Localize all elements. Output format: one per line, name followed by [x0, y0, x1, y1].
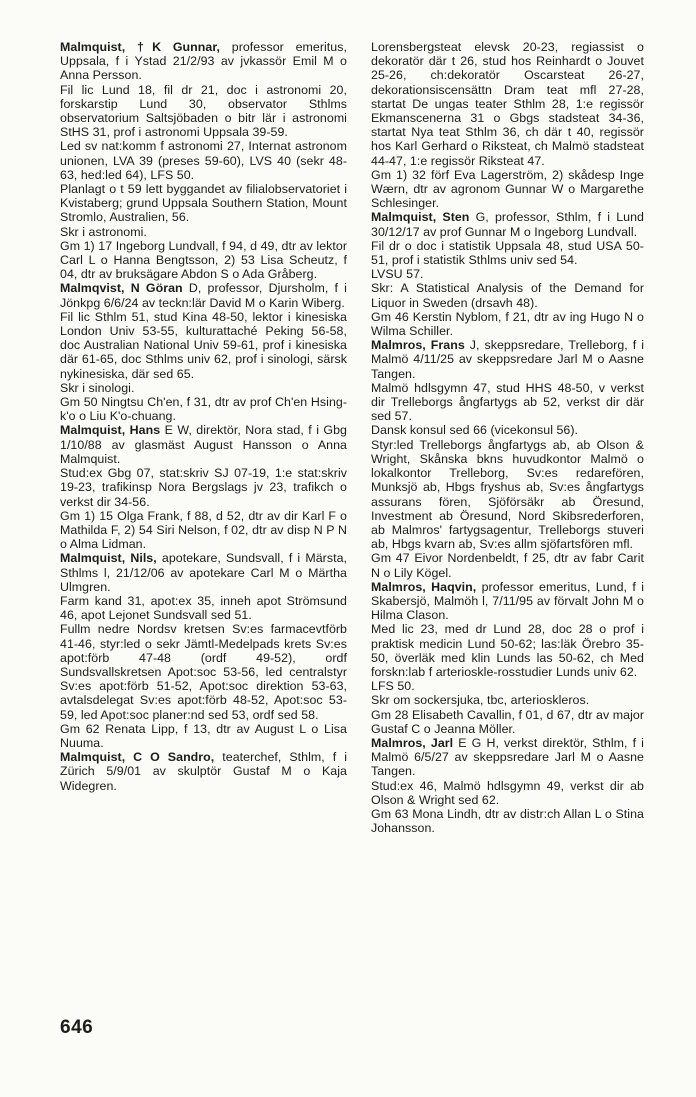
entry-heading: Malmros, Frans — [371, 338, 465, 353]
entry-heading: Malmros, Jarl — [371, 735, 454, 750]
entry-paragraph: Med lic 23, med dr Lund 28, doc 28 o prof i praktisk medicin Lund 50-62; las:läk Örebro 35-50, överläk med klin Lunds las 50-62, ch Med forskn:lab f arterioskle-rosstudier Lunds univ 62. — [371, 622, 644, 679]
entry-paragraph: Gm 63 Mona Lindh, dtr av distr:ch Allan L o Stina Johansson. — [371, 806, 644, 836]
entry-paragraph: Fil dr o doc i statistik Uppsala 48, stud USA 50-51, prof i statistik Sthlms univ sed 54. — [371, 238, 644, 268]
entry-paragraph — [60, 750, 347, 793]
entry-text: professor emeritus, Uppsala, f i Ystad 21/2/93 av jvkassör Emil M o Anna Persson. — [60, 40, 347, 83]
entry-text: apotekare, Sundsvall, f i Märsta, Sthlms l, 21/12/06 av apotekare Carl M o Märtha Ulmgren. — [60, 551, 347, 594]
entry-paragraph — [371, 338, 644, 381]
entry-haqvin-malmros — [371, 580, 644, 736]
entry-sandro-malmquist-continued — [371, 40, 644, 210]
entry-paragraph: Led sv nat:komm f astronomi 27, Internat astronom unionen, LVA 39 (preses 59-60), LVS 40 (sekr 48-63, hed:led 64), LFS 50. — [60, 139, 347, 182]
entry-heading: Malmqvist, N Göran — [60, 281, 183, 296]
entry-paragraph: Gm 46 Kerstin Nyblom, f 21, dtr av ing Hugo N o Wilma Schiller. — [371, 309, 644, 339]
entry-paragraph — [60, 281, 347, 309]
entry-paragraph: Gm 1) 15 Olga Frank, f 88, d 52, dtr av dir Karl F o Mathilda F, 2) 54 Siri Nelson, f 02, dtr av disp N P N o Alma Lidman. — [60, 508, 347, 552]
entry-heading: Malmquist, Hans — [60, 423, 161, 438]
entry-paragraph: Lorensbergsteat elevsk 20-23, regiassist o dekoratör där t 26, stud hos Reinhardt o Jouvet 25-26, ch:dekoratör Oscarsteat 26-27, dekorationsiscensättn Dram teat mfl 27-28, startat De ungas teater Sthlm 28, 1:e regissör Ekmanscenerna 31 o Gbgs stadsteat 34-36, startat Nya teat Sthlm 36, ch där t 40, regissör hos Karl Gerhard o Riksteat, ch Malmö stadsteat 44-47, 1:e regissör Riksteat 47. — [371, 40, 644, 168]
entry-paragraph: Gm 50 Ningtsu Ch'en, f 31, dtr av prof Ch'en Hsing-k'o o Liu K'o-chuang. — [60, 395, 347, 424]
entry-heading: Malmros, Haqvin, — [371, 579, 477, 594]
entry-paragraph: Fullm nedre Nordsv kretsen Sv:es farmacevtförb 41-46, styr:led o sekr Jämtl-Medelpads krets Sv:es apot:förb 47-48 (ordf 49-52), ordf Sundsvallskretsen Apot:soc 53-56, led centralstyr Sv:es apot:förb 51-52, Apot:soc direktion 53-63, avtalsdelegat Sv:es apot:förb 48-52, Apot:soc 53-59, led Apot:soc planer:nd sed 53, ordf sed 58. — [60, 622, 347, 722]
entry-paragraph: Skr i sinologi. — [60, 380, 135, 395]
entry-paragraph: Malmö hdlsgymn 47, stud HHS 48-50, v verkst dir Trelleborgs ångfartygs ab 52, verkst dir där sed 57. — [371, 380, 644, 424]
entry-heading: Malmquist, Nils, — [60, 551, 157, 566]
entry-paragraph — [60, 423, 347, 466]
entry-paragraph — [60, 40, 347, 83]
entry-paragraph — [371, 736, 644, 779]
entry-paragraph: LVSU 57. — [371, 267, 424, 282]
entry-paragraph: Gm 28 Elisabeth Cavallin, f 01, d 67, dtr av major Gustaf C o Jeanna Möller. — [371, 707, 644, 736]
entry-paragraph: Skr om sockersjuka, tbc, arterioskleros. — [371, 693, 590, 708]
entry-heading: Malmquist, Sten — [371, 210, 470, 225]
entry-gunnar-malmquist — [60, 40, 347, 281]
entry-paragraph: Fil lic Sthlm 51, stud Kina 48-50, lektor i kinesiska London Univ 53-55, kulturattaché Peking 56-58, doc Australian National Univ 59-61, prof i kinesiska där 61-65, doc Sthlms univ 62, prof i sinologi, särsk nykinesiska, där sed 65. — [60, 309, 347, 381]
entry-paragraph — [371, 210, 644, 238]
entry-paragraph: Fil lic Lund 18, fil dr 21, doc i astronomi 20, forskarstip Lund 30, observator Sthlms observatorium Saltsjöbaden o bitr lär i astronomi StHS 31, prof i astronomi Uppsala 39-59. — [60, 82, 347, 140]
entry-nils-malmquist — [60, 551, 347, 750]
entry-paragraph — [371, 580, 644, 623]
entry-paragraph: Styr:led Trelleborgs ångfartygs ab, ab Olson & Wright, Skånska bkns huvudkontor Malmö o lokalkontor Trelleborg, Sv:es redarefören, Munksjö ab, Hbgs fryshus ab, Sv:es ångfartygs assurans fören, Sjöförsäkr ab Öresund, Investment ab Öresund, Nord Skibsrederforen, ab Malmros' fartygsagentur, Trelleborgs stuveri ab, Hbgs kvarn ab, Sv:es allm sjöfartsfören mfl. — [371, 437, 644, 552]
entry-paragraph: Farm kand 31, apot:ex 35, inneh apot Strömsund 46, apot Lejonet Sundsvall sed 51. — [60, 593, 347, 623]
entry-text: J, skeppsredare, Trelleborg, f i Malmö 4/11/25 av skeppsredare Jarl M o Aasne Tangen. — [371, 338, 645, 381]
entry-text: E W, direktör, Nora stad, f i Gbg 1/10/88 av glasmäst August Hansson o Anna Malmquist. — [60, 423, 347, 466]
entry-text: professor emeritus, Lund, f i Skabersjö, Malmöh l, 7/11/95 av förvalt John M o Hilma Clason. — [371, 579, 644, 623]
entry-text: teaterchef, Sthlm, f i Zürich 5/9/01 av skulptör Gustaf M o Kaja Widegren. — [60, 750, 347, 793]
entry-sten-malmquist — [371, 210, 644, 338]
entry-text: G, professor, Sthlm, f i Lund 30/12/17 av prof Gunnar M o Ingeborg Lundvall. — [371, 210, 644, 239]
entry-paragraph: Gm 62 Renata Lipp, f 13, dtr av August L o Lisa Nuuma. — [60, 721, 347, 750]
entry-frans-malmros — [371, 338, 644, 579]
entry-paragraph: Gm 1) 17 Ingeborg Lundvall, f 94, d 49, dtr av lektor Carl L o Hanna Bengtsson, 2) 53 Lisa Scheutz, f 04, dtr av bruksägare Abdon S o Ada Gråberg. — [60, 238, 347, 282]
entry-paragraph: Skr i astronomi. — [60, 224, 147, 239]
entry-hans-malmquist — [60, 423, 347, 551]
right-column — [371, 40, 644, 835]
entry-heading: Malmquist, C O Sandro, — [60, 750, 215, 765]
entry-paragraph: Gm 47 Eivor Nordenbeldt, f 25, dtr av fabr Carit N o Lily Kögel. — [371, 551, 644, 580]
entry-paragraph: Planlagt o t 59 lett byggandet av filialobservatoriet i Kvistaberg; grund Uppsala Southern Station, Mount Stromlo, Australien, 56. — [60, 182, 347, 225]
entry-paragraph: Gm 1) 32 förf Eva Lagerström, 2) skådesp Inge Wærn, dtr av agronom Gunnar W o Margarethe Schlesinger. — [371, 167, 644, 211]
entry-jarl-malmros — [371, 736, 644, 835]
entry-text: E G H, verkst direktör, Sthlm, f i Malmö 6/5/27 av skeppsredare Jarl M o Aasne Tangen. — [371, 735, 644, 779]
entry-paragraph: Dansk konsul sed 66 (vicekonsul 56). — [371, 423, 579, 438]
entry-paragraph: Skr: A Statistical Analysis of the Demand for Liquor in Sweden (drsavh 48). — [371, 281, 644, 310]
entry-paragraph: LFS 50. — [371, 679, 415, 694]
entry-paragraph — [60, 551, 347, 594]
page-number: 646 — [60, 1017, 94, 1038]
entry-sandro-malmquist — [60, 750, 347, 793]
entry-paragraph: Stud:ex Gbg 07, stat:skriv SJ 07-19, 1:e stat:skriv 19-23, trafikinsp Nora Bergslags jv 23, trafikch o verkst dir 34-56. — [60, 466, 347, 509]
entry-paragraph: Stud:ex 46, Malmö hdlsgymn 49, verkst dir ab Olson & Wright sed 62. — [371, 778, 644, 807]
entry-heading: Malmquist, †K Gunnar, — [60, 40, 221, 54]
left-column — [60, 40, 347, 793]
entry-goran-malmqvist — [60, 281, 347, 423]
entry-text: D, professor, Djursholm, f i Jönkpg 6/6/24 av teckn:lär David M o Karin Wiberg. — [60, 281, 347, 310]
